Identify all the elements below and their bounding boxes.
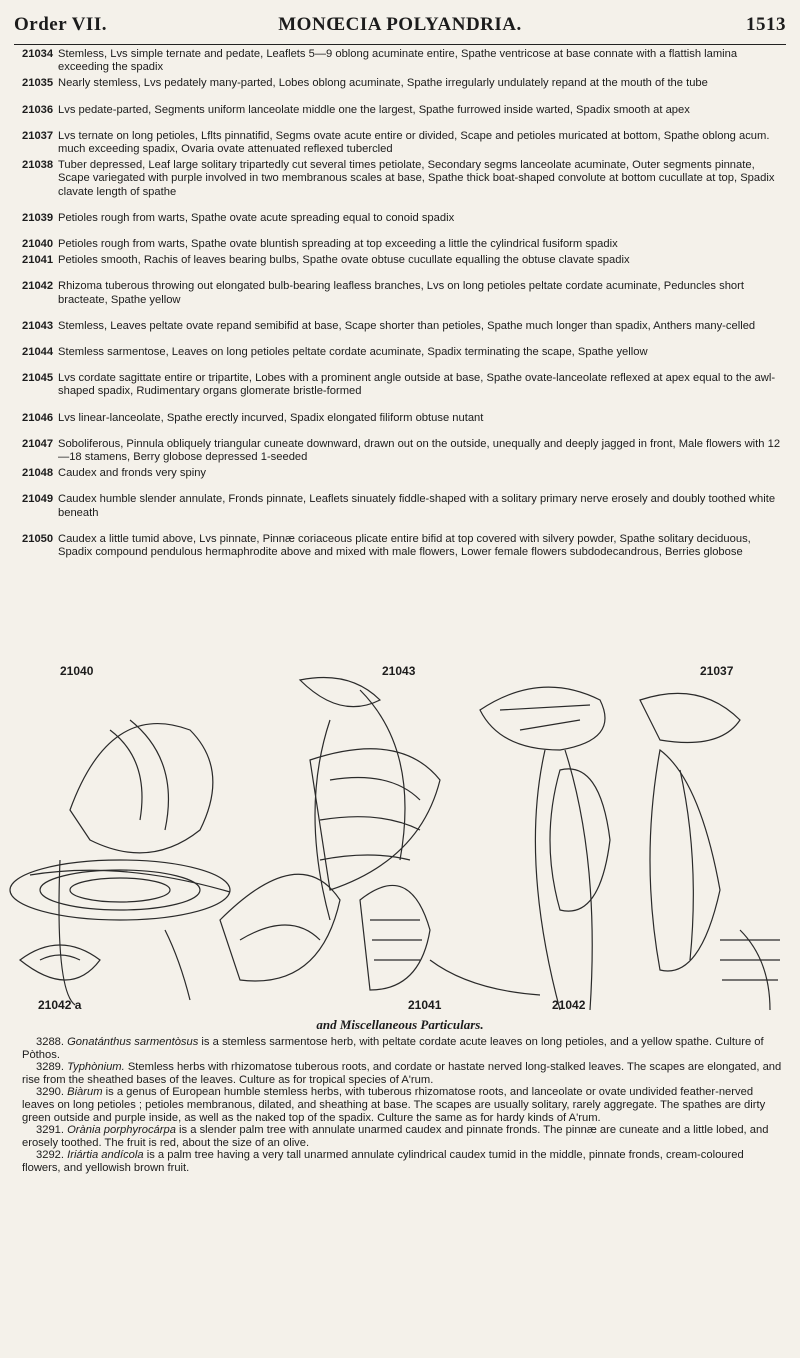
spathe-right	[550, 769, 610, 911]
botanical-illustration	[0, 660, 800, 1020]
figure-label: 21042	[552, 998, 586, 1012]
figure-label: 21040	[60, 664, 94, 678]
description-paragraph: 3292. Iriártia andícola is a palm tree having a very tall unarmed annulate cylindrical caudex tumid in the middle, pinnate fronds, cream-coloured flowers, and yellowish brown fruit.	[22, 1149, 744, 1174]
description-paragraph: 3291. Orània porphyrocárpa is a slender palm tree with annulate unarmed caudex and pinnate fronds. The pinnæ are cuneate and a little lobed, and erosely toothed. The fruit is red, about the size of an olive.	[22, 1124, 769, 1149]
entry: 21049 Caudex humble slender annulate, Fronds pinnate, Leaflets sinuately fiddle-shaped with a solitary primary nerve erosely and doubly toothed white beneath	[22, 493, 776, 519]
order-label: Order VII.	[14, 14, 107, 35]
spathe-centre	[310, 749, 440, 890]
entry: 21039 Petioles rough from warts, Spathe ovate acute spreading equal to conoid spadix	[22, 211, 455, 224]
description-paragraph: 3288. Gonatánthus sarmentòsus is a stemless sarmentose herb, with peltate cordate acute leaves on long petioles, and a yellow spathe. Culture of Pòthos.	[22, 1036, 764, 1061]
figure-label: 21037	[700, 664, 734, 678]
entry: 21036 Lvs pedate-parted, Segments uniform lanceolate middle one the largest, Spathe furrowed inside warted, Spadix smooth at apex	[22, 103, 690, 116]
entry: 21043 Stemless, Leaves peltate ovate repand semibifid at base, Scape shorter than petioles, Spathe much longer than spadix, Anthers many-celled	[22, 319, 756, 332]
page-title: MONŒCIA POLYANDRIA.	[278, 14, 522, 35]
figure-caption: and Miscellaneous Particulars.	[316, 1017, 484, 1032]
entry: 21038 Tuber depressed, Leaf large solitary tripartedly cut several times petiolate, Secondary segms lanceolate acuminate, Outer segments pinnate, Scape variegated with purple involved in two membranous scales at base, Spathe thick boat-shaped convolute at bottom cucullate at top, Spadix clavate length of spathe	[22, 159, 775, 198]
page-number: 1513	[746, 14, 786, 35]
spathe-far-right	[650, 750, 720, 971]
entry: 21048 Caudex and fronds very spiny	[22, 467, 207, 480]
figure-label: 21041	[408, 998, 442, 1012]
plant-drawings	[0, 660, 800, 1020]
figure-label: 21043	[382, 664, 416, 678]
entry: 21034 Stemless, Lvs simple ternate and pedate, Leaflets 5—9 oblong acuminate entire, Spathe ventricose at base connate with a flattish lamina exceeding the spadix	[22, 48, 738, 74]
entry: 21046 Lvs linear-lanceolate, Spathe erectly incurved, Spadix elongated filiform obtuse nutant	[22, 411, 484, 424]
species-entries	[22, 48, 782, 559]
entry: 21044 Stemless sarmentose, Leaves on long petioles peltate cordate acuminate, Spadix terminating the scape, Spathe yellow	[22, 346, 648, 359]
spadix-centre	[360, 885, 430, 990]
entry: 21045 Lvs cordate sagittate entire or tripartite, Lobes with a prominent angle outside at base, Spathe ovate-lanceolate reflexed at apex equal to the awl-shaped spadix, Rudimentary organs glomerate bristle-formed	[22, 372, 776, 398]
figure-label: 21042 a	[38, 998, 82, 1012]
entry: 21042 Rhizoma tuberous throwing out elongated bulb-bearing leafless branches, Lvs on long petioles peltate cordate acuminate, Peduncles short bracteate, Spathe yellow	[22, 280, 744, 306]
entry: 21035 Nearly stemless, Lvs pedately many-parted, Lobes oblong acuminate, Spathe irregularly undulately repand at the mouth of the tube	[22, 77, 708, 90]
entry: 21050 Caudex a little tumid above, Lvs pinnate, Pinnæ coriaceous plicate entire bifid at top covered with silvery powder, Spathe solitary deciduous, Spadix compound pendulous hermaphrodite above and mixed with male flowers, Lower female flowers subdodecandrous, Berries globose	[22, 532, 751, 559]
leaf-centre-left	[220, 874, 340, 981]
entry: 21041 Petioles smooth, Rachis of leaves bearing bulbs, Spathe ovate obtuse cucullate equalling the obtuse clavate spadix	[22, 254, 630, 267]
leaf-right-top	[480, 687, 605, 750]
header-rule	[14, 44, 786, 45]
description-paragraph: 3289. Typhònium. Stemless herbs with rhizomatose tuberous roots, and cordate or hastate nerved long-stalked leaves. The scapes are elongated, and rise from the sheathed bases of the leaves. Culture as for tropical species of A'rum.	[22, 1061, 782, 1086]
page-header	[14, 14, 786, 38]
entry: 21040 Petioles rough from warts, Spathe ovate bluntish spreading at top exceeding a little the cylindrical fusiform spadix	[22, 238, 618, 251]
entry: 21037 Lvs ternate on long petioles, Lflts pinnatifid, Segms ovate acute entire or divided, Scape and petioles muricated at bottom, Spathe oblong acum. much exceeding spadix, Ovaria ovate attenuated reflexed tubercled	[22, 129, 770, 156]
entry: 21047 Soboliferous, Pinnula obliquely triangular cuneate downward, drawn out on the outside, unequally and deeply jagged in front, Male flowers with 12—18 stamens, Berry globose depressed 1-seeded	[22, 437, 781, 464]
leaf-disc	[10, 860, 230, 920]
description-paragraph: 3290. Biàrum is a genus of European humble stemless herbs, with tuberous rhizomatose roots, and lanceolate or ovate undivided feather-nerved leaves on long petioles ; petioles membranous, dilated, and sheathing at base. The scapes are usually solitary, rarely aggregate. The spathes are dirty green outside and purple inside, as well as the naked top of the spadix. Culture the same as for hardy kinds of A'rum.	[22, 1086, 766, 1124]
genus-descriptions	[22, 1036, 782, 1175]
